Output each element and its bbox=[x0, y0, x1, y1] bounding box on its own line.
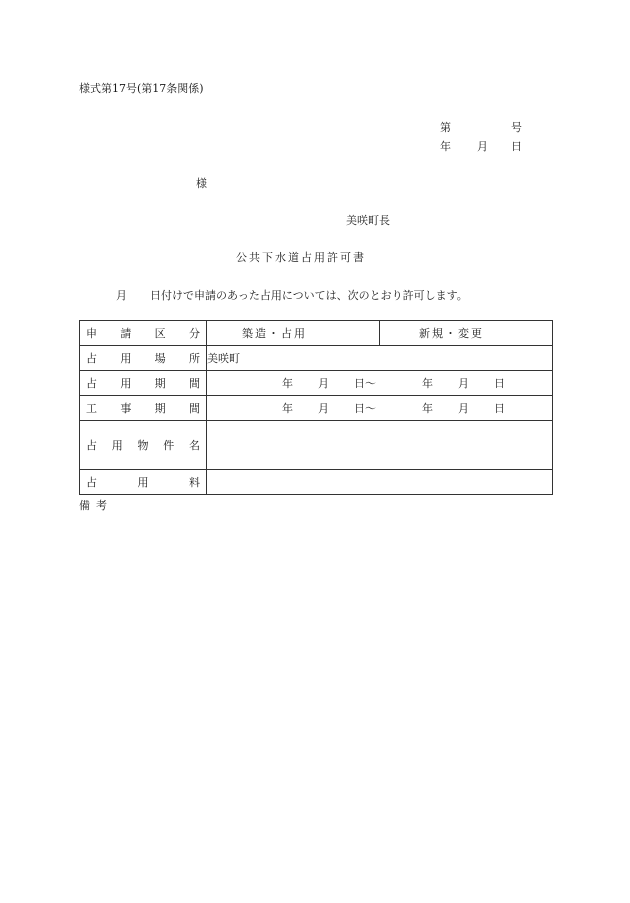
label-application-type: 申 請 区 分 bbox=[80, 321, 207, 346]
occupied-item-value bbox=[207, 421, 553, 470]
occupancy-fee-value bbox=[207, 470, 553, 495]
intro-text: 日付けで申請のあった占用については、次のとおり許可します。 bbox=[150, 289, 468, 302]
to-day: 日 bbox=[494, 402, 505, 415]
option-new-change: 新規・変更 bbox=[419, 327, 484, 340]
date-day-label: 日 bbox=[511, 140, 522, 153]
table-row-occupancy-period bbox=[80, 371, 553, 396]
option-construction-occupancy: 築造・占用 bbox=[242, 327, 307, 340]
date-year-label: 年 bbox=[440, 140, 451, 153]
remarks-label: 備考 bbox=[79, 499, 113, 512]
location-value: 美咲町 bbox=[207, 346, 553, 371]
intro-month: 月 bbox=[116, 289, 127, 302]
from-day: 日〜 bbox=[354, 377, 376, 390]
permit-table bbox=[79, 320, 553, 495]
document-number-label: 第 bbox=[440, 121, 451, 134]
label-occupied-item: 占 用 物 件 名 bbox=[80, 421, 207, 470]
document-number-suffix: 号 bbox=[511, 121, 522, 134]
document-title: 公共下水道占用許可書 bbox=[236, 251, 366, 264]
table-row-occupancy-fee bbox=[80, 470, 553, 495]
table-row-construction-period bbox=[80, 396, 553, 421]
label-occupancy-period: 占 用 期 間 bbox=[80, 371, 207, 396]
occupancy-period-value bbox=[207, 371, 553, 396]
to-year: 年 bbox=[422, 377, 433, 390]
from-month: 月 bbox=[318, 377, 329, 390]
from-month: 月 bbox=[318, 402, 329, 415]
table-row-occupied-item bbox=[80, 421, 553, 470]
to-month: 月 bbox=[458, 402, 469, 415]
issuer-name: 美咲町長 bbox=[346, 214, 390, 227]
label-occupancy-fee: 占 用 料 bbox=[80, 470, 207, 495]
from-year: 年 bbox=[282, 402, 293, 415]
label-construction-period: 工 事 期 間 bbox=[80, 396, 207, 421]
cell-divider bbox=[379, 321, 380, 345]
date-month-label: 月 bbox=[477, 140, 488, 153]
table-row-application-type bbox=[80, 321, 553, 346]
from-year: 年 bbox=[282, 377, 293, 390]
application-type-cell bbox=[207, 321, 553, 346]
form-number: 様式第17号(第17条関係) bbox=[79, 82, 204, 95]
construction-period-value bbox=[207, 396, 553, 421]
table-row-location bbox=[80, 346, 553, 371]
to-day: 日 bbox=[494, 377, 505, 390]
addressee-honorific: 様 bbox=[196, 177, 207, 190]
to-month: 月 bbox=[458, 377, 469, 390]
label-location: 占 用 場 所 bbox=[80, 346, 207, 371]
to-year: 年 bbox=[422, 402, 433, 415]
from-day: 日〜 bbox=[354, 402, 376, 415]
